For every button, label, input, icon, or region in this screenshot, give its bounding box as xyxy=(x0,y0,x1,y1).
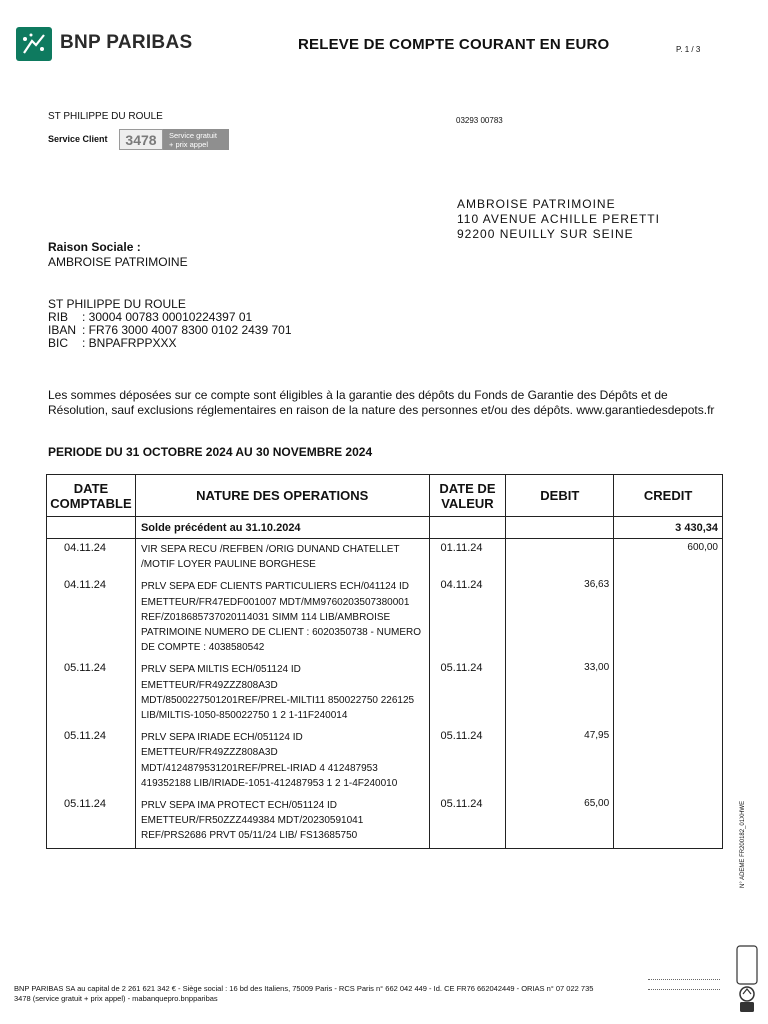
bank-agency: ST PHILIPPE DU ROULE xyxy=(48,297,186,311)
row-nature: PRLV SEPA IRIADE ECH/051124 ID EMETTEUR/FR49ZZZ808A3D MDT/4124879531201REF/PREL-IRIAD 4 412487953 419352188 LIB/IRIADE-1051-412487953 1 2 1-4F240010 xyxy=(135,727,429,795)
footer-line1: BNP PARIBAS SA au capital de 2 261 621 342 € - Siège social : 16 bd des Italiens, 75009 Paris - RCS Paris n° 662 042 449 - Id. CE FR76 662042449 - ORIAS n° 07 022 735 xyxy=(14,984,594,993)
table-row xyxy=(47,576,723,659)
iban-value: : FR76 3000 4007 8300 0102 2439 701 xyxy=(82,323,292,337)
recipient-line3: 92200 NEUILLY SUR SEINE xyxy=(457,227,634,241)
table-row xyxy=(47,659,723,727)
row-value-date: 05.11.24 xyxy=(429,659,506,727)
row-value-date: 05.11.24 xyxy=(429,727,506,795)
row-debit: 65,00 xyxy=(506,795,614,848)
row-debit: 47,95 xyxy=(506,727,614,795)
print-code xyxy=(648,976,720,994)
header-date-valeur: DATE DE VALEUR xyxy=(429,475,506,517)
recycle-icon xyxy=(734,944,760,1014)
header-credit: CREDIT xyxy=(614,475,723,517)
row-credit: 600,00 xyxy=(614,539,723,577)
brand-name: BNP PARIBAS xyxy=(60,32,193,53)
service-client-number: 3478 xyxy=(119,129,163,150)
previous-balance-label: Solde précédent au 31.10.2024 xyxy=(135,517,429,539)
ademe-code: N° ADEME FR200182_01XHWE xyxy=(740,800,746,888)
statement-period: PERIODE DU 31 OCTOBRE 2024 AU 30 NOVEMBRE 2024 xyxy=(48,445,373,459)
row-debit: 36,63 xyxy=(506,576,614,659)
rib-value: : 30004 00783 00010224397 01 xyxy=(82,310,253,324)
bank-details xyxy=(48,298,292,350)
recipient-line1: AMBROISE PATRIMOINE xyxy=(457,197,616,211)
service-client-tag xyxy=(163,129,229,150)
raison-sociale-value: AMBROISE PATRIMOINE xyxy=(48,255,188,269)
row-date: 05.11.24 xyxy=(47,795,136,848)
table-row xyxy=(47,539,723,577)
row-credit xyxy=(614,795,723,848)
row-date: 04.11.24 xyxy=(47,539,136,577)
previous-balance-value: 3 430,34 xyxy=(614,517,723,539)
row-value-date: 05.11.24 xyxy=(429,795,506,848)
row-date: 05.11.24 xyxy=(47,727,136,795)
legal-footer xyxy=(14,984,654,1004)
row-debit xyxy=(506,539,614,577)
row-nature: PRLV SEPA EDF CLIENTS PARTICULIERS ECH/041124 ID EMETTEUR/FR47EDF001007 MDT/MM9760203507380001 REF/Z018685737020114031 SIMM 114 LIB/AMBROISE PATRIMOINE NUMERO DE CLIENT : 6020350738 - NUMERO DE COMPTE : 4038580542 xyxy=(135,576,429,659)
bic-row xyxy=(48,337,292,350)
document-title: RELEVE DE COMPTE COURANT EN EURO xyxy=(298,36,610,53)
page-number: P. 1 / 3 xyxy=(676,45,701,54)
rib-label: RIB xyxy=(48,310,69,324)
row-value-date: 04.11.24 xyxy=(429,576,506,659)
row-nature: PRLV SEPA IMA PROTECT ECH/051124 ID EMETTEUR/FR50ZZZ449384 MDT/20230591041 REF/PRS2686 PRVT 05/11/24 LIB/ FS13685750 xyxy=(135,795,429,848)
row-nature: PRLV SEPA MILTIS ECH/051124 ID EMETTEUR/FR49ZZZ808A3D MDT/8500227501201REF/PREL-MILTI11 850022750 226125 LIB/MILTIS-1050-850022750 1 2 1-11F240014 xyxy=(135,659,429,727)
deposit-guarantee-text: Les sommes déposées sur ce compte sont éligibles à la garantie des dépôts du Fonds de Garantie des Dépôts et de Résolution, sauf exclusions réglementaires en raison de la nature des personnes et/ou des dépôts. www.garantiedesdepots.fr xyxy=(48,388,715,417)
service-client-label: Service Client xyxy=(48,134,108,144)
table-header-row xyxy=(47,475,723,517)
row-debit: 33,00 xyxy=(506,659,614,727)
row-value-date: 01.11.24 xyxy=(429,539,506,577)
row-credit xyxy=(614,576,723,659)
service-tag-line1: Service gratuit xyxy=(169,131,217,140)
bic-value: : BNPAFRPPXXX xyxy=(82,336,177,350)
header-debit: DEBIT xyxy=(506,475,614,517)
row-date: 04.11.24 xyxy=(47,576,136,659)
row-credit xyxy=(614,659,723,727)
footer-line2: 3478 (service gratuit + prix appel) - mabanquepro.bnpparibas xyxy=(14,994,218,1003)
row-credit xyxy=(614,727,723,795)
row-nature: VIR SEPA RECU /REFBEN /ORIG DUNAND CHATELLET /MOTIF LOYER PAULINE BORGHESE xyxy=(135,539,429,577)
agency-name: ST PHILIPPE DU ROULE xyxy=(48,111,163,122)
operations-table xyxy=(46,474,723,849)
table-row xyxy=(47,795,723,848)
recipient-line2: 110 AVENUE ACHILLE PERETTI xyxy=(457,212,660,226)
table-row xyxy=(47,727,723,795)
account-reference: 03293 00783 xyxy=(456,116,503,125)
bic-label: BIC xyxy=(48,336,69,350)
recipient-address xyxy=(457,197,660,242)
header-date-comptable: DATE COMPTABLE xyxy=(47,475,136,517)
row-date: 05.11.24 xyxy=(47,659,136,727)
service-tag-line2: + prix appel xyxy=(169,140,208,149)
bnp-logo-icon xyxy=(16,27,52,61)
raison-sociale-label: Raison Sociale : xyxy=(48,240,141,254)
iban-label: IBAN xyxy=(48,323,77,337)
previous-balance-row xyxy=(47,517,723,539)
header-nature: NATURE DES OPERATIONS xyxy=(135,475,429,517)
